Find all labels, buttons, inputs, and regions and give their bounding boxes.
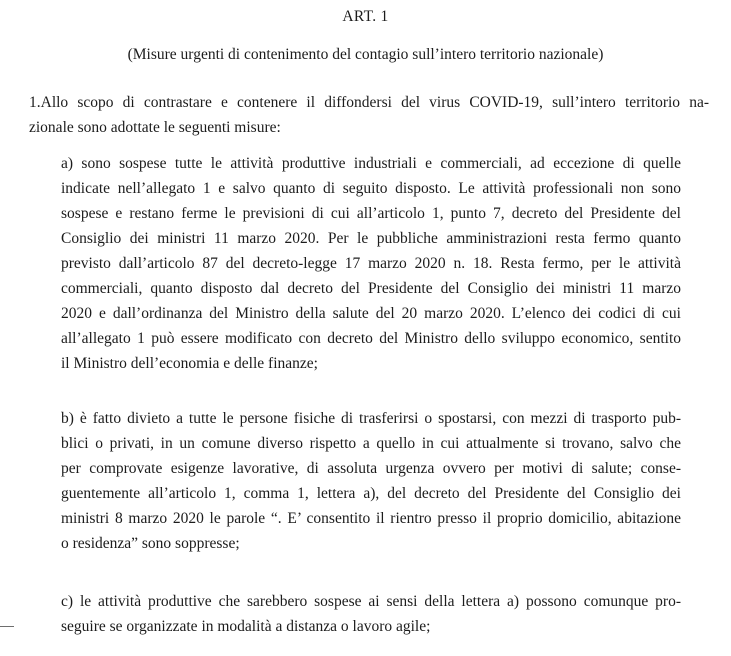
text-line: o residenza” sono soppresse; — [61, 535, 240, 552]
text-line: blici o privati, in un comune diverso rispetto a quello in cui attualmente si trovano, salvo che — [61, 435, 681, 452]
text-line: a) sono sospese tutte le attività produttive industriali e commerciali, ad eccezione di quelle — [61, 155, 681, 172]
text-line: per comprovate esigenze lavorative, di assoluta urgenza ovvero per motivi di salute; conse- — [61, 460, 681, 477]
text-line: guentemente all’articolo 1, comma 1, lettera a), del decreto del Presidente del Consiglio dei — [61, 485, 681, 502]
intro-paragraph — [29, 90, 709, 140]
text-line: indicate nell’allegato 1 e salvo quanto di seguito disposto. Le attività professionali non sono — [61, 180, 681, 197]
margin-rule — [0, 626, 14, 627]
clause-c — [61, 589, 681, 639]
article-title: ART. 1 — [342, 8, 389, 25]
clause-a — [61, 151, 681, 376]
clause-b — [61, 406, 681, 556]
text-line: seguire se organizzate in modalità a distanza o lavoro agile; — [61, 618, 431, 635]
text-line: previsto dall’articolo 87 del decreto-legge 17 marzo 2020 n. 18. Resta fermo, per le attività — [61, 255, 681, 272]
text-line: 2020 e dall’ordinanza del Ministro della salute del 20 marzo 2020. L’elenco dei codici di cui — [61, 305, 681, 322]
text-line: ministri 8 marzo 2020 le parole “. E’ consentito il rientro presso il proprio domicilio, abitazione — [61, 510, 681, 527]
text-line: sospese e restano ferme le previsioni di cui all’articolo 1, punto 7, decreto del Presidente del — [61, 205, 681, 222]
text-line: zionale sono adottate le seguenti misure: — [29, 119, 281, 136]
text-line: il Ministro dell’economia e delle finanze; — [61, 355, 318, 372]
article-subtitle: (Misure urgenti di contenimento del contagio sull’intero territorio nazionale) — [127, 46, 604, 63]
text-line: commerciali, quanto disposto dal decreto del Presidente del Consiglio dei ministri 11 marzo — [61, 280, 681, 297]
text-line: Consiglio dei ministri 11 marzo 2020. Per le pubbliche amministrazioni resta fermo quanto — [61, 230, 681, 247]
text-line: 1.Allo scopo di contrastare e contenere il diffondersi del virus COVID-19, sull’intero territorio na- — [29, 94, 709, 111]
text-line: b) è fatto divieto a tutte le persone fisiche di trasferirsi o spostarsi, con mezzi di trasporto pub- — [61, 410, 681, 427]
text-line: c) le attività produttive che sarebbero sospese ai sensi della lettera a) possono comunque pro- — [61, 593, 681, 610]
text-line: all’allegato 1 può essere modificato con decreto del Ministro dello sviluppo economico, sentito — [61, 330, 681, 347]
